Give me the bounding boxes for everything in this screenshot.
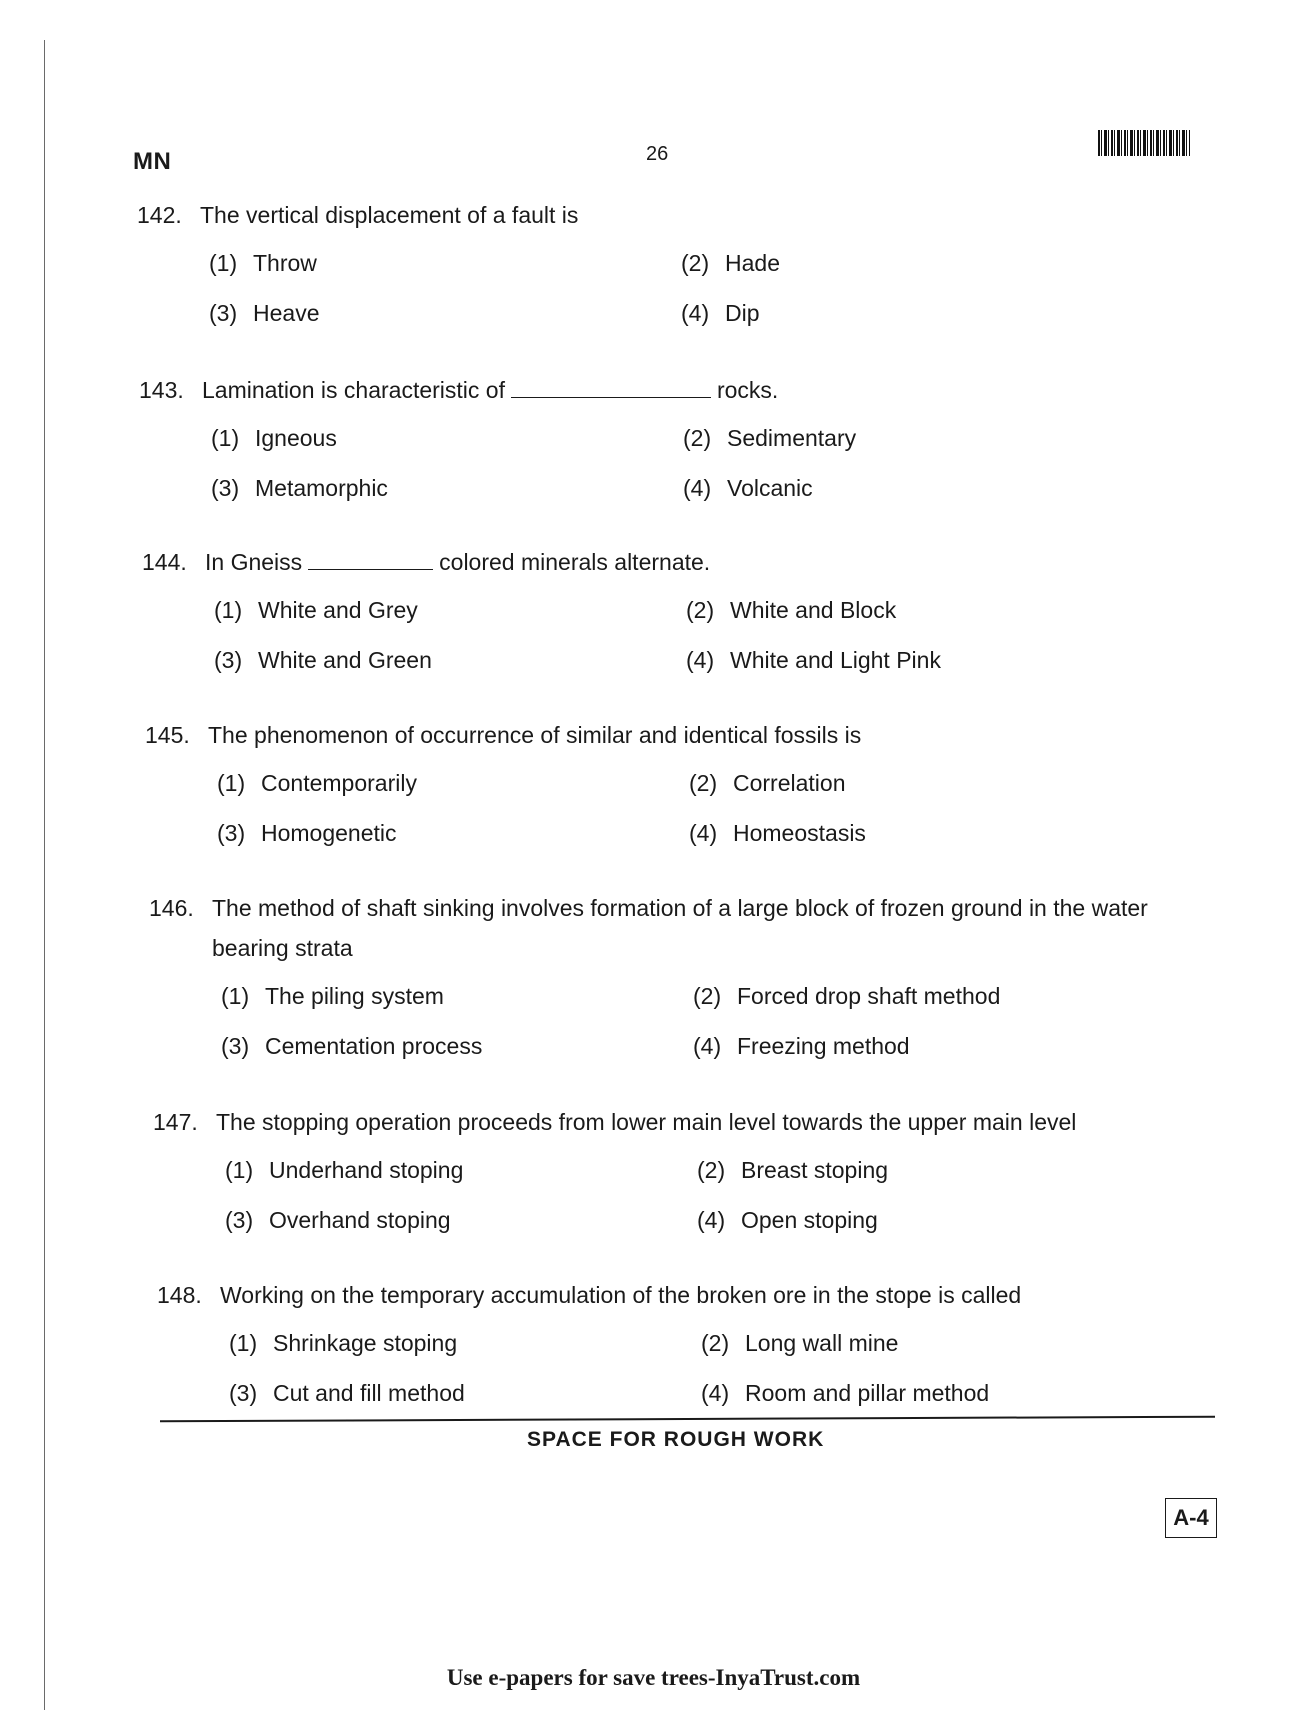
option-list [217,763,1205,853]
option-label: Open stoping [741,1207,878,1233]
option-number: (1) [217,770,246,796]
question-text-before: In Gneiss [205,549,303,575]
option-number: (1) [214,597,243,623]
answer-blank [511,375,711,398]
option-label: Breast stoping [741,1157,889,1183]
option-list [229,1323,1217,1413]
option-label: Dip [725,300,760,326]
option-3 [209,293,681,333]
option-number: (4) [697,1207,726,1233]
option-number: (3) [211,475,240,501]
option-1 [209,243,681,283]
question-145 [145,715,1205,853]
option-3 [217,813,689,853]
question-number: 144. [142,549,187,575]
option-number: (2) [683,425,712,451]
option-label: White and Green [258,647,432,673]
question-number: 145. [145,722,190,748]
option-label: Correlation [733,770,846,796]
option-label: White and Grey [258,597,418,623]
option-label: Underhand stoping [269,1157,464,1183]
option-1 [225,1150,697,1190]
option-3 [225,1200,697,1240]
option-4 [693,1026,1113,1066]
question-number: 148. [157,1282,202,1308]
question-142 [137,195,1197,333]
option-label: Cut and fill method [273,1380,465,1406]
option-label: Cementation process [265,1033,483,1059]
set-code-badge: A-4 [1165,1498,1217,1538]
option-number: (2) [697,1157,726,1183]
question-147 [153,1102,1233,1240]
option-1 [214,590,686,630]
option-number: (3) [217,820,246,846]
option-label: Freezing method [737,1033,910,1059]
option-4 [697,1200,1117,1240]
question-text: The stopping operation proceeds from lower main level towards the upper main level [216,1109,1077,1135]
option-4 [683,468,1103,508]
question-text-before: Lamination is characteristic of [202,377,505,403]
option-number: (3) [214,647,243,673]
option-label: Room and pillar method [745,1380,990,1406]
option-number: (4) [681,300,710,326]
answer-blank [308,547,433,570]
option-label: Overhand stoping [269,1207,451,1233]
option-list [209,243,1197,333]
option-4 [681,293,1101,333]
question-number: 142. [137,202,182,228]
question-number: 147. [153,1109,198,1135]
question-148 [157,1275,1217,1413]
rough-work-divider [160,1416,1215,1423]
option-label: Forced drop shaft method [737,983,1001,1009]
question-146 [149,888,1219,1066]
question-number: 146. [149,895,194,921]
option-1 [229,1323,701,1363]
option-label: Contemporarily [261,770,417,796]
option-label: Long wall mine [745,1330,899,1356]
option-number: (1) [211,425,240,451]
option-number: (3) [225,1207,254,1233]
option-label: Sedimentary [727,425,857,451]
option-label: Hade [725,250,780,276]
option-number: (4) [689,820,718,846]
option-3 [214,640,686,680]
option-2 [686,590,1106,630]
left-margin-line [44,40,45,1710]
question-text: The vertical displacement of a fault is [200,202,579,228]
paper-code: MN [133,148,172,175]
page-number: 26 [646,143,669,165]
question-text-after: colored minerals alternate. [439,549,711,575]
option-number: (4) [701,1380,730,1406]
option-4 [689,813,1109,853]
question-text-after: rocks. [716,377,779,403]
footer-note: Use e-papers for save trees-InyaTrust.com [446,1665,861,1690]
option-2 [701,1323,1121,1363]
question-text: The method of shaft sinking involves formation of a large block of frozen ground in the water bearing strata [212,895,1148,961]
option-list [225,1150,1233,1240]
option-label: Shrinkage stoping [273,1330,458,1356]
option-number: (1) [229,1330,258,1356]
option-4 [701,1373,1121,1413]
option-list [221,976,1219,1066]
option-number: (2) [693,983,722,1009]
option-number: (3) [221,1033,250,1059]
option-label: Metamorphic [255,475,388,501]
option-number: (4) [693,1033,722,1059]
option-number: (2) [681,250,710,276]
option-1 [221,976,693,1016]
option-number: (2) [689,770,718,796]
question-text: The phenomenon of occurrence of similar and identical fossils is [208,722,862,748]
option-number: (1) [209,250,238,276]
option-1 [217,763,689,803]
option-number: (4) [686,647,715,673]
option-3 [221,1026,693,1066]
option-number: (2) [686,597,715,623]
option-1 [211,418,683,458]
option-3 [211,468,683,508]
option-label: Igneous [255,425,337,451]
option-number: (3) [209,300,238,326]
rough-work-heading: SPACE FOR ROUGH WORK [527,1428,825,1451]
option-4 [686,640,1106,680]
question-text: Working on the temporary accumulation of the broken ore in the stope is called [220,1282,1022,1308]
option-label: Throw [253,250,317,276]
option-label: White and Block [730,597,897,623]
option-number: (2) [701,1330,730,1356]
option-number: (4) [683,475,712,501]
option-label: Homogenetic [261,820,397,846]
option-2 [697,1150,1117,1190]
option-list [214,590,1202,680]
option-label: Volcanic [727,475,813,501]
option-2 [681,243,1101,283]
option-2 [689,763,1109,803]
option-label: White and Light Pink [730,647,941,673]
option-label: Homeostasis [733,820,866,846]
option-number: (1) [225,1157,254,1183]
option-number: (3) [229,1380,258,1406]
question-144 [142,542,1202,680]
option-number: (1) [221,983,250,1009]
option-label: Heave [253,300,320,326]
option-2 [683,418,1103,458]
option-label: The piling system [265,983,444,1009]
option-2 [693,976,1113,1016]
question-143 [139,370,1199,508]
option-list [211,418,1199,508]
question-number: 143. [139,377,184,403]
option-3 [229,1373,701,1413]
barcode-icon [1098,130,1190,156]
